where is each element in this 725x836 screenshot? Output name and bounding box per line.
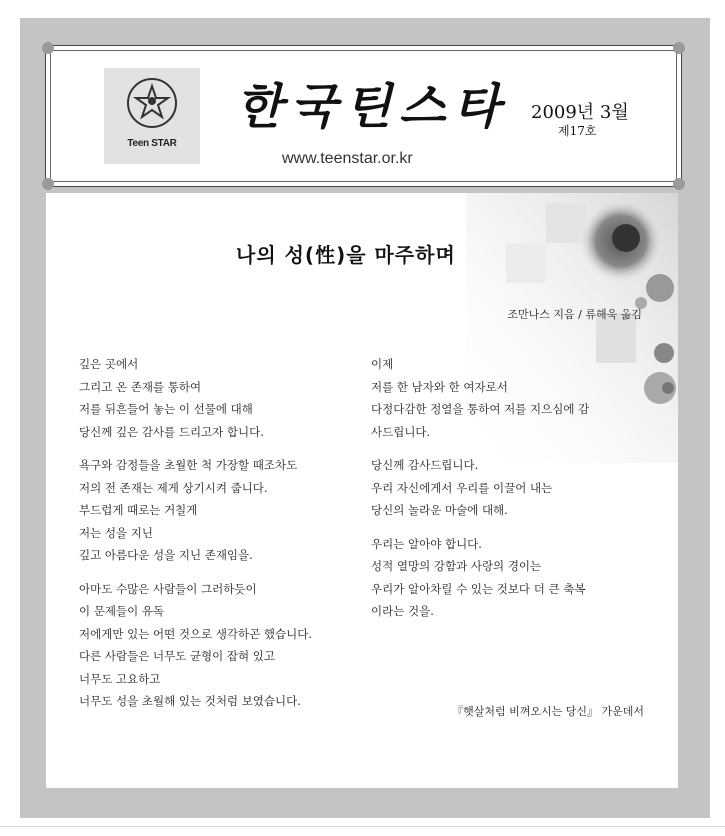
corner-ornament <box>42 178 54 190</box>
author-credit: 조만나스 지음 / 류해욱 옮김 <box>507 308 642 321</box>
stanza <box>79 454 354 567</box>
corner-ornament <box>673 178 685 190</box>
stanza <box>371 353 651 443</box>
poem-line: 저는 성을 지닌 <box>79 525 153 540</box>
poem-line: 저의 전 존재는 제게 상기시켜 줍니다. <box>79 480 268 495</box>
article-title: 나의 성(性)을 마주하며 <box>236 243 456 267</box>
source-citation: 『햇살처럼 비껴오시는 당신』 가운데서 <box>452 705 644 718</box>
issue-number: 제17호 <box>558 124 597 138</box>
website-url: www.teenstar.or.kr <box>282 150 413 167</box>
poem-line: 욕구와 감정들을 초월한 척 가장할 때조차도 <box>79 458 298 472</box>
poem-line: 우리는 알아야 합니다. <box>371 536 482 551</box>
poem-line: 당신의 놀라운 마술에 대해. <box>371 503 508 517</box>
poem-line: 이제 <box>371 357 394 371</box>
poem-line: 우리 자신에게서 우리를 이끌어 내는 <box>371 480 553 495</box>
poem-line: 저를 한 남자와 한 여자로서 <box>371 379 508 394</box>
poem-line: 다정다감한 정열을 통하여 저를 지으심에 감 <box>371 402 590 416</box>
logo-wordmark: Teen STAR <box>127 138 177 149</box>
stanza <box>79 353 354 443</box>
teenstar-logo <box>104 68 200 164</box>
poem-line: 너무도 고요하고 <box>79 671 161 686</box>
poem-line: 당신께 감사드립니다. <box>371 458 479 472</box>
poem-line: 성적 열망의 강함과 사랑의 경이는 <box>371 559 542 573</box>
poem-line: 저에게만 있는 어떤 것으로 생각하곤 했습니다. <box>79 626 313 641</box>
corner-ornament <box>673 42 685 54</box>
poem-line: 이라는 것을. <box>371 604 434 618</box>
poem-left-column <box>79 353 354 724</box>
poem-line: 이 문제들이 유독 <box>79 604 165 618</box>
poem-line: 다른 사람들은 너무도 균형이 잡혀 있고 <box>79 649 276 663</box>
poem-line: 깊고 아름다운 성을 지닌 존재임을. <box>79 548 253 562</box>
newsletter-header <box>45 45 682 187</box>
poem-line: 너무도 성을 초월해 있는 것처럼 보였습니다. <box>79 694 301 708</box>
poem-line: 깊은 곳에서 <box>79 357 139 371</box>
poem-line: 당신께 깊은 감사를 드리고자 합니다. <box>79 424 264 439</box>
brand-title: 한국틴스타 <box>236 79 508 135</box>
poem-line: 아마도 수많은 사람들이 그러하듯이 <box>79 581 257 596</box>
logo-emblem <box>127 78 177 128</box>
issue-date: 2009년 3월 <box>531 102 629 123</box>
poem-line: 사드립니다. <box>371 424 431 439</box>
corner-ornament <box>42 42 54 54</box>
poem-line: 저를 뒤흔들어 놓는 이 선물에 대해 <box>79 402 253 416</box>
article-panel <box>46 193 678 788</box>
stanza <box>79 578 354 713</box>
stanza <box>371 454 651 522</box>
poem-line: 부드럽게 때로는 거칠게 <box>79 503 198 517</box>
bottom-divider <box>0 826 725 827</box>
poem-line: 우리가 알아차릴 수 있는 것보다 더 큰 축복 <box>371 581 586 596</box>
poem-line: 그리고 온 존재를 통하여 <box>79 379 202 394</box>
poem-right-column <box>371 353 651 634</box>
stanza <box>371 533 651 623</box>
